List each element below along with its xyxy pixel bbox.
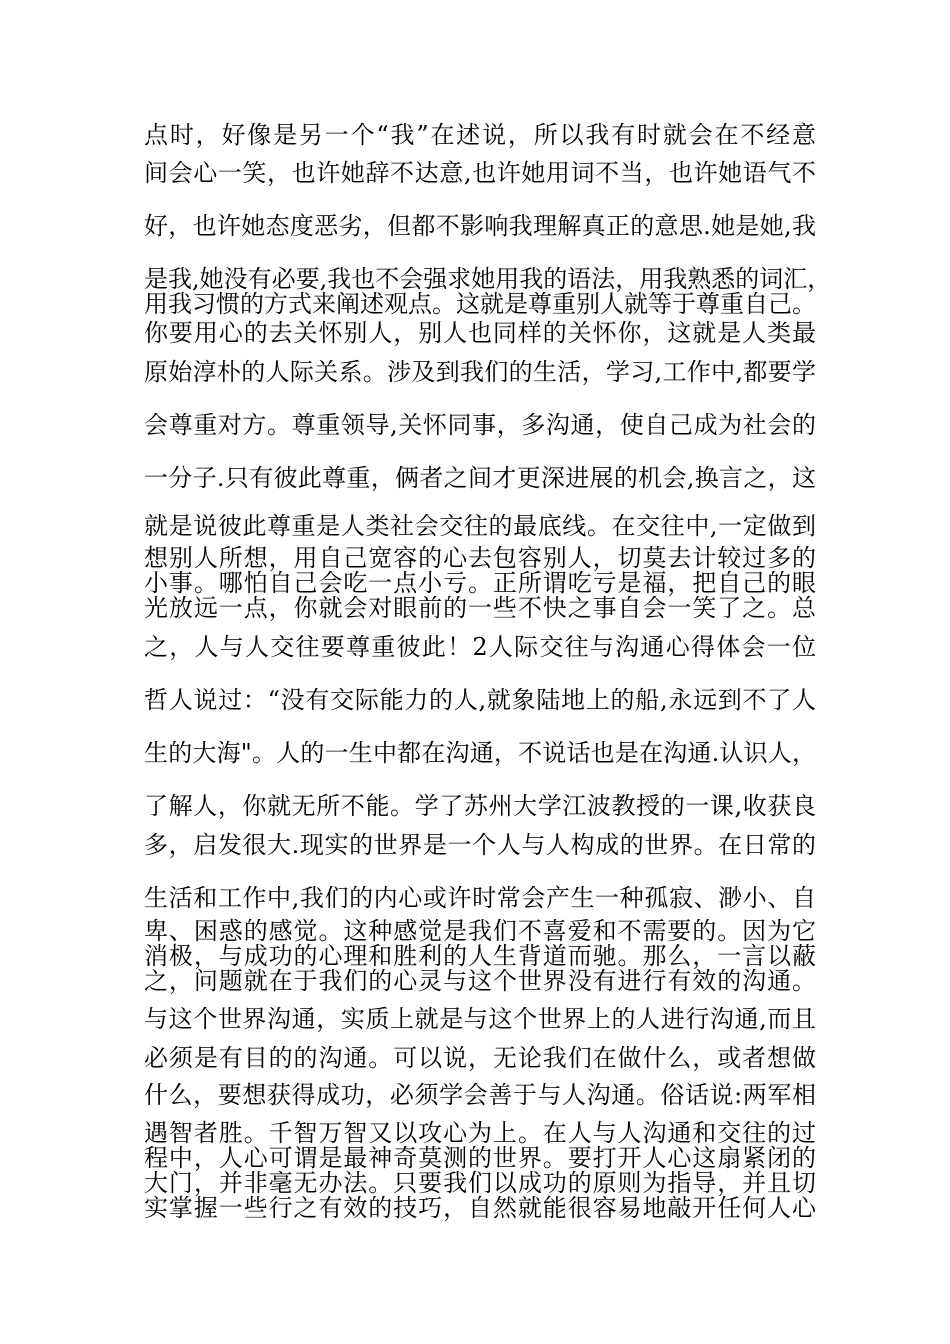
text-line: 遇智者胜。千智万智又以攻心为上。在人与人沟通和交往的过 — [144, 1119, 816, 1147]
text-line: 原始淳朴的人际关系。涉及到我们的生活，学习,工作中,都要学 — [144, 358, 816, 386]
text-line: 实掌握一些行之有效的技巧，自然就能很容易地敲开任何人心 — [144, 1194, 816, 1222]
text-line: 你要用心的去关怀别人，别人也同样的关怀你，这就是人类最 — [144, 319, 816, 347]
text-line: 就是说彼此尊重是人类社会交往的最底线。在交往中,一定做到 — [144, 512, 816, 540]
text-line: 与这个世界沟通，实质上就是与这个世界上的人进行沟通,而且 — [144, 1005, 816, 1033]
text-line: 用我习惯的方式来阐述观点。这就是尊重别人就等于尊重自己。 — [144, 290, 816, 318]
text-line: 一分子.只有彼此尊重，俩者之间才更深进展的机会,换言之，这 — [144, 464, 816, 492]
text-line: 间会心一笑，也许她辞不达意,也许她用词不当，也许她语气不 — [144, 159, 816, 187]
text-line: 程中，人心可谓是最神奇莫测的世界。要打开人心这扇紧闭的 — [144, 1144, 816, 1172]
text-line: 小事。哪怕自己会吃一点小亏。正所谓吃亏是福，把自己的眼 — [144, 569, 816, 597]
text-line: 生的大海"。人的一生中都在沟通，不说话也是在沟通.认识人， — [144, 739, 816, 767]
text-line: 想别人所想，用自己宽容的心去包容别人，切莫去计较过多的 — [144, 544, 816, 572]
text-line: 什么，要想获得成功，必须学会善于与人沟通。俗话说:两军相 — [144, 1081, 816, 1109]
text-line: 消极，与成功的心理和胜利的人生背道而驰。那么，一言以蔽 — [144, 942, 816, 970]
text-line: 卑、困惑的感觉。这种感觉是我们不喜爱和不需要的。因为它 — [144, 917, 816, 945]
text-line: 之，问题就在于我们的心灵与这个世界没有进行有效的沟通。 — [144, 967, 816, 995]
text-line: 哲人说过：“没有交际能力的人,就象陆地上的船,永远到不了人 — [144, 686, 816, 714]
text-line: 之，人与人交往要尊重彼此！2人际交往与沟通心得体会一位 — [144, 633, 816, 661]
text-line: 必须是有目的的沟通。可以说，无论我们在做什么，或者想做 — [144, 1044, 816, 1072]
text-line: 大门，并非毫无办法。只要我们以成功的原则为指导，并且切 — [144, 1169, 816, 1197]
text-line: 会尊重对方。尊重领导,关怀同事，多沟通，使自己成为社会的 — [144, 411, 816, 439]
text-line: 是我,她没有必要,我也不会强求她用我的语法，用我熟悉的词汇， — [144, 265, 832, 293]
text-line: 好，也许她态度恶劣，但都不影响我理解真正的意思.她是她,我 — [144, 212, 816, 240]
text-line: 光放远一点，你就会对眼前的一些不快之事自会一笑了之。总 — [144, 594, 816, 622]
text-line: 多，启发很大.现实的世界是一个人与人构成的世界。在日常的 — [144, 831, 816, 859]
text-line: 点时，好像是另一个“我”在述说，所以我有时就会在不经意 — [144, 121, 816, 149]
text-line: 生活和工作中,我们的内心或许时常会产生一种孤寂、渺小、自 — [144, 884, 816, 912]
text-line: 了解人，你就无所不能。学了苏州大学江波教授的一课,收获良 — [144, 792, 816, 820]
